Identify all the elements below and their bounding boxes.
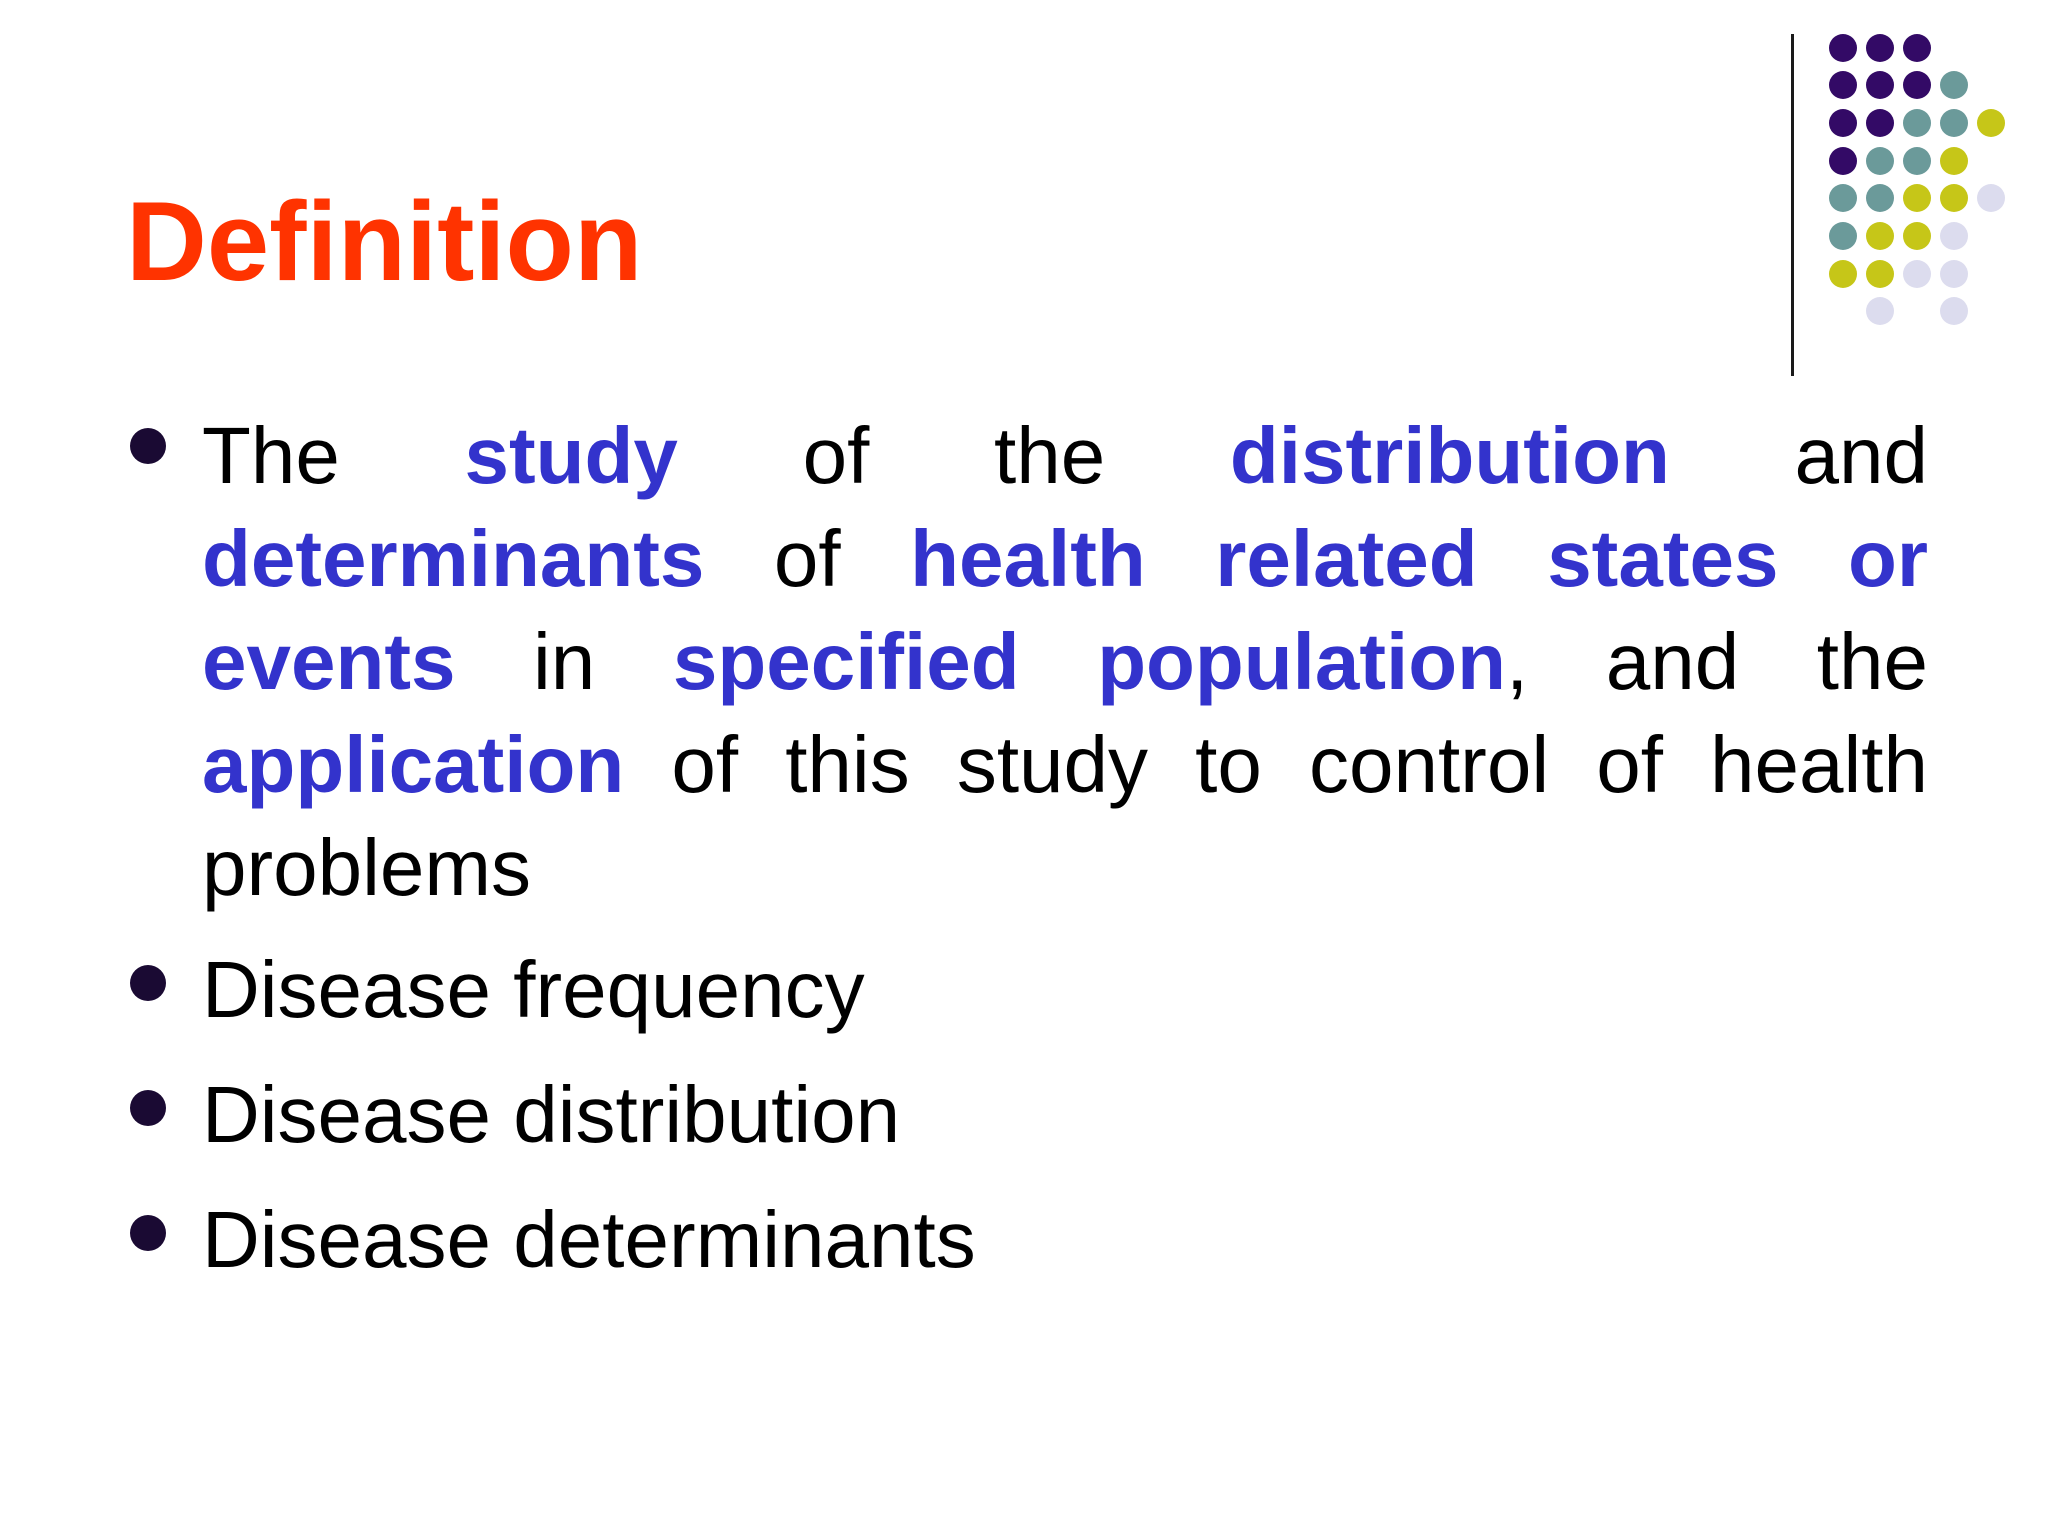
word: the (1816, 617, 1929, 706)
decor-dot (1903, 71, 1931, 99)
decor-dot (1940, 222, 1968, 250)
decor-dot (1903, 34, 1931, 62)
keyword-states: states (1547, 514, 1779, 603)
decor-dot (1829, 147, 1857, 175)
decor-dot (1829, 109, 1857, 137)
word: to (1195, 720, 1262, 809)
decor-dot (1866, 222, 1894, 250)
decor-dot (1903, 184, 1931, 212)
definition-line-2 (202, 507, 1928, 610)
word: control (1308, 720, 1550, 809)
keyword-population: population (1097, 617, 1506, 706)
word: the (994, 411, 1106, 500)
decor-dot (1866, 34, 1894, 62)
definition-paragraph (202, 404, 1928, 919)
keyword-events: events (202, 617, 456, 706)
comma: , (1505, 617, 1529, 706)
keyword-specified: specified (672, 617, 1020, 706)
keyword-determinants: determinants (202, 514, 705, 603)
word: and (1794, 411, 1928, 500)
decor-dot (1829, 184, 1857, 212)
decor-dot (1940, 260, 1968, 288)
decor-dot (1829, 34, 1857, 62)
bullet-icon (130, 428, 166, 464)
decor-dot (1903, 147, 1931, 175)
keyword-health: health (910, 514, 1146, 603)
decor-dot (1940, 71, 1968, 99)
bullet-icon (130, 965, 166, 1001)
word: of (773, 514, 841, 603)
decor-dot (1866, 297, 1894, 325)
word: in (533, 617, 596, 706)
decor-dot (1940, 297, 1968, 325)
bullet-item-disease-distribution: Disease distribution (202, 1070, 901, 1159)
word: this (785, 720, 910, 809)
word: of (1596, 720, 1663, 809)
word: and (1605, 617, 1740, 706)
decor-dot (1866, 184, 1894, 212)
keyword-application: application (202, 720, 625, 809)
decor-dot (1903, 260, 1931, 288)
word: health (1710, 720, 1928, 809)
definition-line-1 (202, 404, 1928, 507)
keyword-distribution: distribution (1229, 411, 1670, 500)
word: The (202, 411, 340, 500)
definition-line-3 (202, 610, 1928, 713)
word: of (671, 720, 739, 809)
bullet-icon (130, 1090, 166, 1126)
slide-title: Definition (126, 179, 643, 304)
decor-dot (1940, 109, 1968, 137)
decor-dot (1866, 71, 1894, 99)
keyword-study: study (464, 411, 678, 500)
keyword-related: related (1215, 514, 1478, 603)
decor-dot (1866, 147, 1894, 175)
word: study (956, 720, 1149, 809)
decor-dot (1829, 260, 1857, 288)
definition-line-4 (202, 713, 1928, 816)
bullet-item-disease-frequency: Disease frequency (202, 945, 865, 1034)
decor-dot (1977, 184, 2005, 212)
decor-dot (1829, 222, 1857, 250)
keyword-or: or (1847, 514, 1928, 603)
decor-dot (1977, 109, 2005, 137)
decor-dot (1866, 260, 1894, 288)
title-divider-line (1791, 34, 1794, 376)
decor-dot (1829, 71, 1857, 99)
bullet-item-disease-determinants: Disease determinants (202, 1195, 976, 1284)
word: of (802, 411, 870, 500)
decor-dot (1903, 109, 1931, 137)
decor-dot (1903, 222, 1931, 250)
decor-dot (1940, 184, 1968, 212)
definition-line-5: problems (202, 823, 532, 912)
decor-dot (1940, 147, 1968, 175)
decor-dot (1866, 109, 1894, 137)
bullet-icon (130, 1215, 166, 1251)
